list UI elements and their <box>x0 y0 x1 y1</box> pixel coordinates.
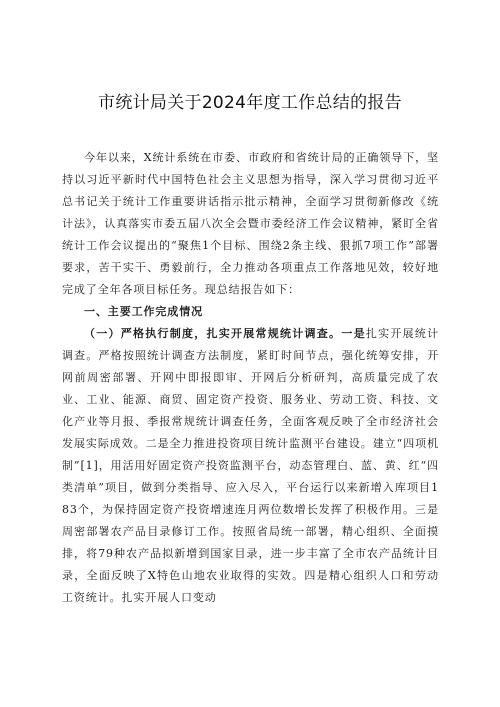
intro-paragraph: 今年以来，X统计系统在市委、市政府和省统计局的正确领导下，坚持以习近平新时代中国特色社会主义思想为指导，深入学习贯彻习近平总书记关于统计工作重要讲话指示批示精神，全面学习贯彻新修改《统计法》，认真落实市委五届八次全会暨市委经济工作会议精神，紧盯全省统计工作会议提出的“聚焦1个目标、围绕2条主线、狠抓7项工作”部署要求，苦干实干、勇毅前行，全力推动各项重点工作落地见效，较好地完成了全年各项目标任务。现总结报告如下： <box>62 151 439 296</box>
page-title: 市统计局关于2024年度工作总结的报告 <box>98 93 402 113</box>
subsection-heading: （一）严格执行制度，扎实开展常规统计调查。 <box>84 327 342 340</box>
subsection-lead: 一是 <box>341 327 366 340</box>
section-heading: 一、主要工作完成情况 <box>84 305 203 318</box>
subsection-paragraph <box>62 323 439 609</box>
subsection-text: 扎实开展统计调查。严格按照统计调查方法制度，紧盯时间节点，强化统筹安排，开网前周密部署、开网中即报即审、开网后分析研判，高质量完成了农业、工业、能源、商贸、固定资产投资、服务业、劳动工资、科技、文化产业等月报、季报常规统计调查任务，全面客观反映了全市经济社会发展实际成效。二是全力推进投资项目统计监测平台建设。建立“四项机制”[1]，用活用好固定资产投资监测平台，动态管理白、蓝、黄、红“四类清单”项目，做到分类指导、应入尽入，平台运行以来新增入库项目183个，为保持固定资产投资增速连月两位数增长发挥了积极作用。三是周密部署农产品目录修订工作。按照省局统一部署，精心组织、全面摸排，将79种农产品拟新增到国家目录，进一步丰富了全市农产品统计目录，全面反映了X特色山地农业取得的实效。四是精心组织人口和劳动工资统计。扎实开展人口变动 <box>62 327 439 604</box>
document-body <box>62 147 439 609</box>
